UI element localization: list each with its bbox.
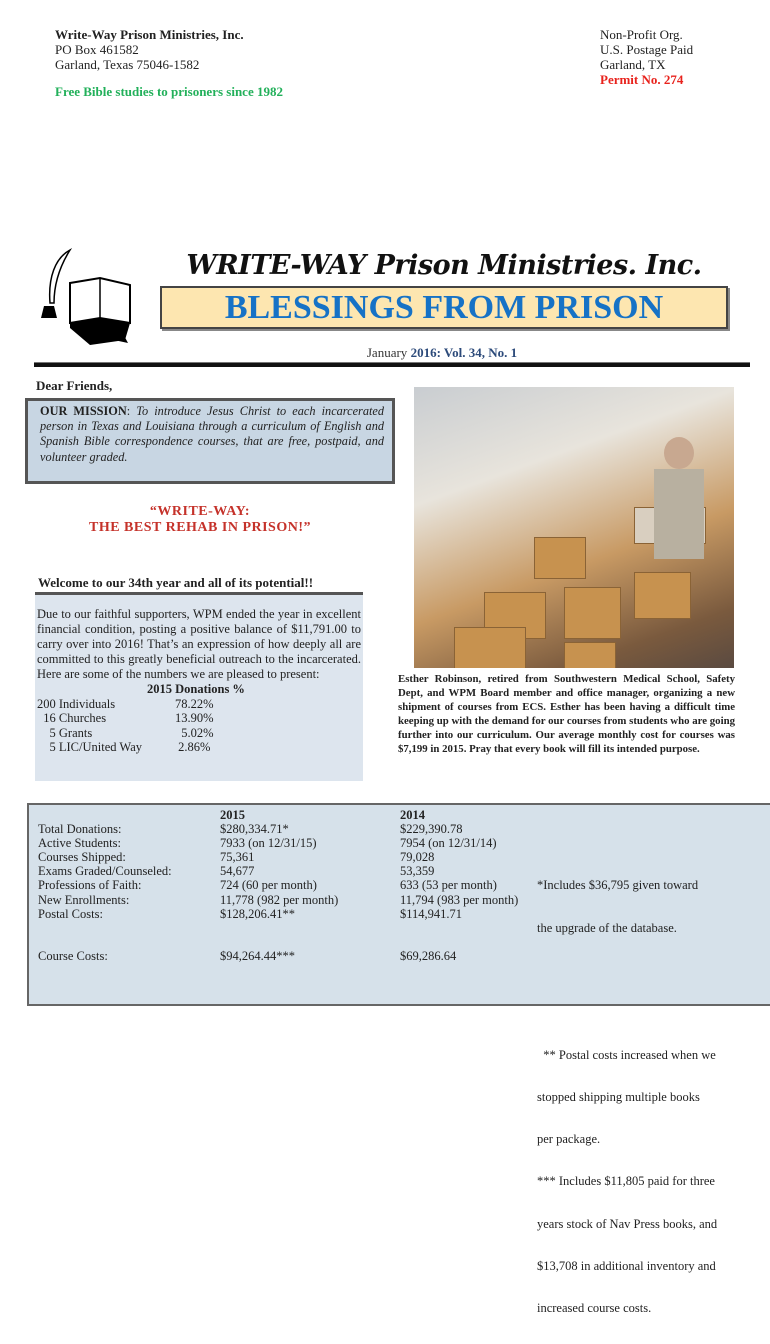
- photo-caption: Esther Robinson, retired from Southwestern Medical School, Safety Dept, and WPM Board member and office manager, organizing a new shipment of courses from ECS. Esther has been having a difficult time keeping up with the demand for our courses from students who are going further into our curriculum. Our average monthly cost for courses was $7,199 in 2015. Pray that every book will fill its intended purpose.: [398, 673, 735, 755]
- stat-value: 11,778 (982 per month): [220, 892, 339, 907]
- issue-month: January: [366, 345, 411, 360]
- donation-source: 16 Churches: [37, 711, 107, 725]
- stats-table: [27, 803, 770, 1316]
- donation-pct: 13.90%: [175, 711, 214, 725]
- note-line: ** Postal costs increased when we: [537, 1047, 716, 1062]
- year-header: 2015: [220, 808, 245, 822]
- quote-line2: THE BEST REHAB IN PRISON!”: [88, 520, 311, 535]
- pull-quote: [30, 504, 370, 536]
- note-line: per package.: [537, 1132, 601, 1147]
- donation-pct: 78.22%: [175, 696, 214, 711]
- welcome-body: Due to our faithful supporters, WPM ended the year in excellent financial condition, posting a positive balance of $11,791.00 to carry over into 2016! That’s an expression of how deeply all are committed to this greatly beneficial outreach to the incarcerated. Here are some of the numbers we are pleased to present:: [37, 607, 361, 681]
- stat-value: 724 (60 per month): [220, 878, 317, 893]
- divider: [34, 362, 750, 367]
- stat-value: $229,390.78: [400, 822, 463, 837]
- stats-notes: [537, 808, 717, 1344]
- stat-value: $128,206.41**: [220, 906, 295, 921]
- stat-label: Courses Shipped:: [38, 850, 126, 865]
- newsletter-banner: BLESSINGS FROM PRISON: [160, 286, 728, 329]
- note-line: increased course costs.: [537, 1301, 652, 1316]
- stat-label: Postal Costs:: [38, 906, 103, 921]
- year-header: 2014: [400, 808, 425, 822]
- stats-labels: [38, 808, 172, 963]
- stats-2015: [220, 808, 338, 963]
- note-line: *Includes $36,795 given toward: [537, 878, 699, 893]
- postal-indicia: [600, 27, 693, 87]
- welcome-heading: Welcome to our 34th year and all of its potential!!: [35, 573, 363, 595]
- donation-source: 5 Grants: [37, 725, 93, 740]
- script-title: WRITE-WAY Prison Ministries. Inc.: [186, 250, 702, 281]
- mission-text: To introduce Jesus Christ to each incarcerated person in Texas and Louisiana through a curriculum of English and Spanish Bible correspondence courses, that are free, postpaid, and volunteer graded.: [40, 404, 385, 464]
- donations-header: 2015 Donations %: [147, 682, 245, 696]
- return-address: [55, 27, 244, 72]
- stat-value: 54,677: [220, 864, 255, 879]
- stat-label: Professions of Faith:: [38, 878, 142, 893]
- note-line: $13,708 in additional inventory and: [537, 1259, 716, 1273]
- note-line: years stock of Nav Press books, and: [537, 1216, 718, 1231]
- warehouse-photo: [414, 387, 734, 668]
- issue-volume: 2016: Vol. 34, No. 1: [410, 345, 518, 360]
- stat-value: 75,361: [220, 850, 255, 865]
- stat-value: $280,334.71*: [220, 822, 289, 837]
- return-org: Write-Way Prison Ministries, Inc.: [55, 27, 244, 42]
- stat-value: 53,359: [400, 864, 435, 879]
- quote-line1: “WRITE-WAY:: [149, 504, 251, 519]
- stat-value: 11,794 (983 per month): [400, 892, 519, 907]
- stat-value: 7954 (on 12/31/14): [400, 836, 497, 851]
- stat-value: 7933 (on 12/31/15): [220, 836, 317, 851]
- welcome-box: [35, 573, 363, 781]
- donation-row: [37, 726, 361, 741]
- mission-label: OUR MISSION: [40, 404, 127, 418]
- stat-label: Total Donations:: [38, 822, 122, 837]
- postal-line2: U.S. Postage Paid: [600, 42, 694, 57]
- note-line: stopped shipping multiple books: [537, 1089, 700, 1104]
- issue-date: [160, 345, 724, 361]
- postal-line1: Non-Profit Org.: [600, 27, 683, 42]
- return-line2: Garland, Texas 75046-1582: [55, 57, 200, 72]
- stat-label: Course Costs:: [38, 948, 108, 963]
- stat-label: Exams Graded/Counseled:: [38, 864, 172, 879]
- stat-label: New Enrollments:: [38, 892, 130, 907]
- stat-value: 79,028: [400, 850, 435, 865]
- stat-value: $69,286.64: [400, 948, 457, 963]
- stats-2014: [400, 808, 518, 963]
- tagline: Free Bible studies to prisoners since 1982: [55, 84, 283, 99]
- donations-table: [37, 682, 361, 755]
- return-line1: PO Box 461582: [55, 42, 139, 57]
- stat-value: 633 (53 per month): [400, 878, 497, 893]
- stat-value: $114,941.71: [400, 906, 463, 921]
- donation-row: [37, 740, 361, 755]
- donation-source: 200 Individuals: [37, 696, 116, 711]
- donation-source: 5 LIC/United Way: [37, 740, 142, 754]
- donation-row: [37, 697, 361, 712]
- donation-pct: 5.02%: [175, 725, 214, 740]
- note-line: the upgrade of the database.: [537, 920, 677, 935]
- mission-sep: :: [126, 404, 137, 418]
- bible-quill-logo-icon: [30, 248, 135, 348]
- mission-box: [25, 398, 395, 484]
- postal-line3: Garland, TX: [600, 57, 666, 72]
- stat-label: Active Students:: [38, 836, 121, 851]
- note-line: *** Includes $11,805 paid for three: [537, 1174, 715, 1189]
- permit-number: Permit No. 274: [600, 72, 684, 87]
- donation-row: [37, 711, 361, 726]
- greeting: Dear Friends,: [36, 378, 113, 393]
- donation-pct: 2.86%: [175, 740, 211, 754]
- stat-value: $94,264.44***: [220, 948, 295, 963]
